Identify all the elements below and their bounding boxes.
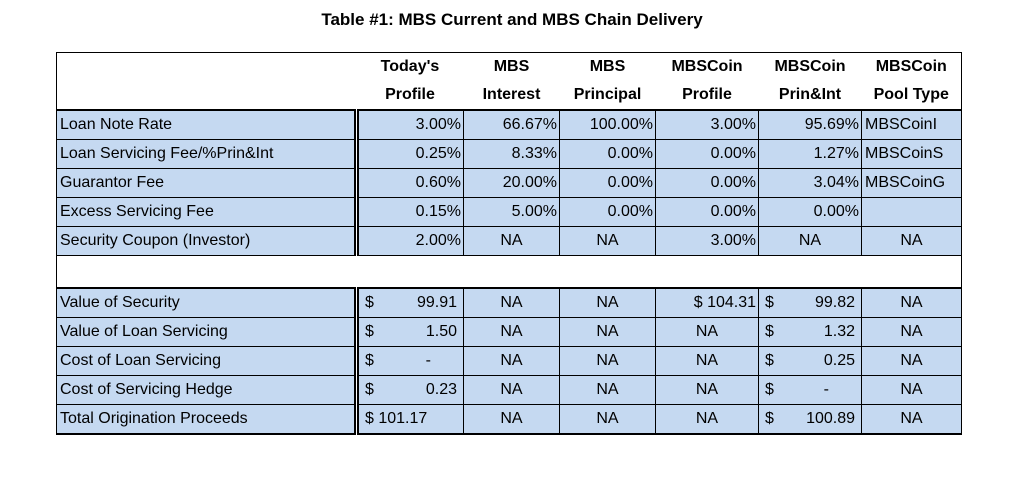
currency-value: - bbox=[823, 381, 829, 398]
cell-mbs-interest: NA bbox=[464, 288, 560, 318]
currency-symbol: $ bbox=[765, 323, 774, 340]
currency-symbol: $ bbox=[365, 323, 374, 340]
cell-today-profile bbox=[357, 318, 464, 347]
cell-mbscoin-prin-int: NA bbox=[759, 227, 862, 256]
currency-symbol: $ bbox=[765, 410, 774, 427]
currency-value: 0.25 bbox=[823, 352, 855, 369]
cell-mbscoin-pool-type: NA bbox=[862, 347, 962, 376]
currency-value: 1.32 bbox=[823, 323, 855, 340]
currency-symbol: $ bbox=[765, 294, 774, 311]
table-row bbox=[57, 405, 962, 435]
table-row bbox=[57, 227, 962, 256]
cell-mbscoin-profile: 0.00% bbox=[656, 140, 759, 169]
cell-mbscoin-prin-int: 95.69% bbox=[759, 110, 862, 140]
cell-mbscoin-profile: 3.00% bbox=[656, 110, 759, 140]
cell-mbscoin-pool-type bbox=[862, 198, 962, 227]
table-row bbox=[57, 288, 962, 318]
cell-mbscoin-pool-type: MBSCoinS bbox=[862, 140, 962, 169]
currency-symbol: $ bbox=[365, 352, 374, 369]
header-mbscoin-pool-type-line2: Pool Type bbox=[862, 81, 962, 110]
cell-mbs-principal: NA bbox=[560, 318, 656, 347]
cell-mbscoin-profile: 0.00% bbox=[656, 169, 759, 198]
row-label: Value of Loan Servicing bbox=[57, 318, 357, 347]
header-mbscoin-prin-int-line2: Prin&Int bbox=[759, 81, 862, 110]
cell-mbs-interest: NA bbox=[464, 347, 560, 376]
cell-mbscoin-prin-int bbox=[759, 376, 862, 405]
currency-value: 100.89 bbox=[806, 410, 855, 427]
currency-value: 99.82 bbox=[814, 294, 855, 311]
spacer-cell bbox=[57, 256, 962, 289]
row-label: Loan Note Rate bbox=[57, 110, 357, 140]
cell-mbscoin-prin-int bbox=[759, 347, 862, 376]
cell-mbscoin-pool-type: NA bbox=[862, 227, 962, 256]
row-label: Guarantor Fee bbox=[57, 169, 357, 198]
cell-mbscoin-profile: 3.00% bbox=[656, 227, 759, 256]
cell-mbscoin-profile: 0.00% bbox=[656, 198, 759, 227]
cell-mbs-principal: NA bbox=[560, 405, 656, 435]
cell-mbscoin-pool-type: MBSCoinI bbox=[862, 110, 962, 140]
cell-today-profile: 2.00% bbox=[357, 227, 464, 256]
cell-mbs-interest: NA bbox=[464, 405, 560, 435]
cell-today-profile bbox=[357, 347, 464, 376]
header-today-profile: Today's bbox=[357, 53, 464, 82]
currency-value: 0.23 bbox=[425, 381, 457, 398]
cell-mbs-interest: NA bbox=[464, 318, 560, 347]
cell-mbscoin-profile: $ 104.31 bbox=[656, 288, 759, 318]
header-cell bbox=[57, 53, 357, 82]
header-mbs-principal: MBS bbox=[560, 53, 656, 82]
cell-mbs-principal: NA bbox=[560, 288, 656, 318]
header-mbscoin-pool-type: MBSCoin bbox=[862, 53, 962, 82]
currency-symbol: $ bbox=[765, 352, 774, 369]
cell-mbscoin-pool-type: NA bbox=[862, 288, 962, 318]
cell-today-profile: 0.15% bbox=[357, 198, 464, 227]
table-row bbox=[57, 110, 962, 140]
cell-mbs-principal: 0.00% bbox=[560, 198, 656, 227]
cell-mbscoin-prin-int bbox=[759, 318, 862, 347]
spacer-row bbox=[57, 256, 962, 289]
cell-today-profile: 0.60% bbox=[357, 169, 464, 198]
cell-mbscoin-pool-type: NA bbox=[862, 318, 962, 347]
cell-mbscoin-pool-type: NA bbox=[862, 405, 962, 435]
cell-today-profile bbox=[357, 376, 464, 405]
cell-mbscoin-prin-int: 3.04% bbox=[759, 169, 862, 198]
header-mbs-interest-line2: Interest bbox=[464, 81, 560, 110]
table-row bbox=[57, 318, 962, 347]
currency-value: $ 101.17 bbox=[365, 410, 428, 427]
cell-mbscoin-profile: NA bbox=[656, 405, 759, 435]
cell-today-profile: 3.00% bbox=[357, 110, 464, 140]
cell-mbscoin-pool-type: MBSCoinG bbox=[862, 169, 962, 198]
header-row-1 bbox=[57, 53, 962, 82]
currency-value: 99.91 bbox=[416, 294, 457, 311]
cell-mbscoin-profile: NA bbox=[656, 376, 759, 405]
header-mbs-principal-line2: Principal bbox=[560, 81, 656, 110]
cell-mbscoin-prin-int bbox=[759, 288, 862, 318]
row-label: Value of Security bbox=[57, 288, 357, 318]
currency-symbol: $ bbox=[365, 294, 374, 311]
currency-symbol: $ bbox=[765, 381, 774, 398]
table-row bbox=[57, 376, 962, 405]
cell-mbscoin-profile: NA bbox=[656, 347, 759, 376]
cell-mbscoin-prin-int: 1.27% bbox=[759, 140, 862, 169]
currency-value: - bbox=[425, 352, 431, 369]
table-title: Table #1: MBS Current and MBS Chain Delivery bbox=[321, 10, 703, 29]
cell-mbs-interest: NA bbox=[464, 227, 560, 256]
row-label: Total Origination Proceeds bbox=[57, 405, 357, 435]
table-row bbox=[57, 198, 962, 227]
cell-today-profile bbox=[357, 288, 464, 318]
row-label: Security Coupon (Investor) bbox=[57, 227, 357, 256]
row-label: Cost of Loan Servicing bbox=[57, 347, 357, 376]
cell-today-profile bbox=[357, 405, 464, 435]
cell-mbs-principal: NA bbox=[560, 347, 656, 376]
header-mbscoin-prin-int: MBSCoin bbox=[759, 53, 862, 82]
cell-mbs-interest: 20.00% bbox=[464, 169, 560, 198]
header-mbscoin-profile-line2: Profile bbox=[656, 81, 759, 110]
cell-mbscoin-pool-type: NA bbox=[862, 376, 962, 405]
cell-mbs-principal: 0.00% bbox=[560, 140, 656, 169]
cell-mbs-interest: NA bbox=[464, 376, 560, 405]
currency-symbol: $ bbox=[365, 381, 374, 398]
cell-mbs-principal: 0.00% bbox=[560, 169, 656, 198]
cell-mbs-interest: 8.33% bbox=[464, 140, 560, 169]
currency-value: 1.50 bbox=[425, 323, 457, 340]
row-label: Excess Servicing Fee bbox=[57, 198, 357, 227]
mbs-table bbox=[56, 52, 962, 435]
header-mbs-interest: MBS bbox=[464, 53, 560, 82]
cell-mbscoin-prin-int: 0.00% bbox=[759, 198, 862, 227]
cell-mbscoin-prin-int bbox=[759, 405, 862, 435]
cell-today-profile: 0.25% bbox=[357, 140, 464, 169]
cell-mbs-principal: NA bbox=[560, 376, 656, 405]
table-row bbox=[57, 169, 962, 198]
table-row bbox=[57, 140, 962, 169]
cell-mbs-interest: 66.67% bbox=[464, 110, 560, 140]
cell-mbscoin-profile: NA bbox=[656, 318, 759, 347]
header-cell bbox=[57, 81, 357, 110]
header-today-profile-line2: Profile bbox=[357, 81, 464, 110]
cell-mbs-principal: 100.00% bbox=[560, 110, 656, 140]
table-row bbox=[57, 347, 962, 376]
header-row-2 bbox=[57, 81, 962, 110]
row-label: Cost of Servicing Hedge bbox=[57, 376, 357, 405]
row-label: Loan Servicing Fee/%Prin&Int bbox=[57, 140, 357, 169]
cell-mbs-principal: NA bbox=[560, 227, 656, 256]
header-mbscoin-profile: MBSCoin bbox=[656, 53, 759, 82]
cell-mbs-interest: 5.00% bbox=[464, 198, 560, 227]
